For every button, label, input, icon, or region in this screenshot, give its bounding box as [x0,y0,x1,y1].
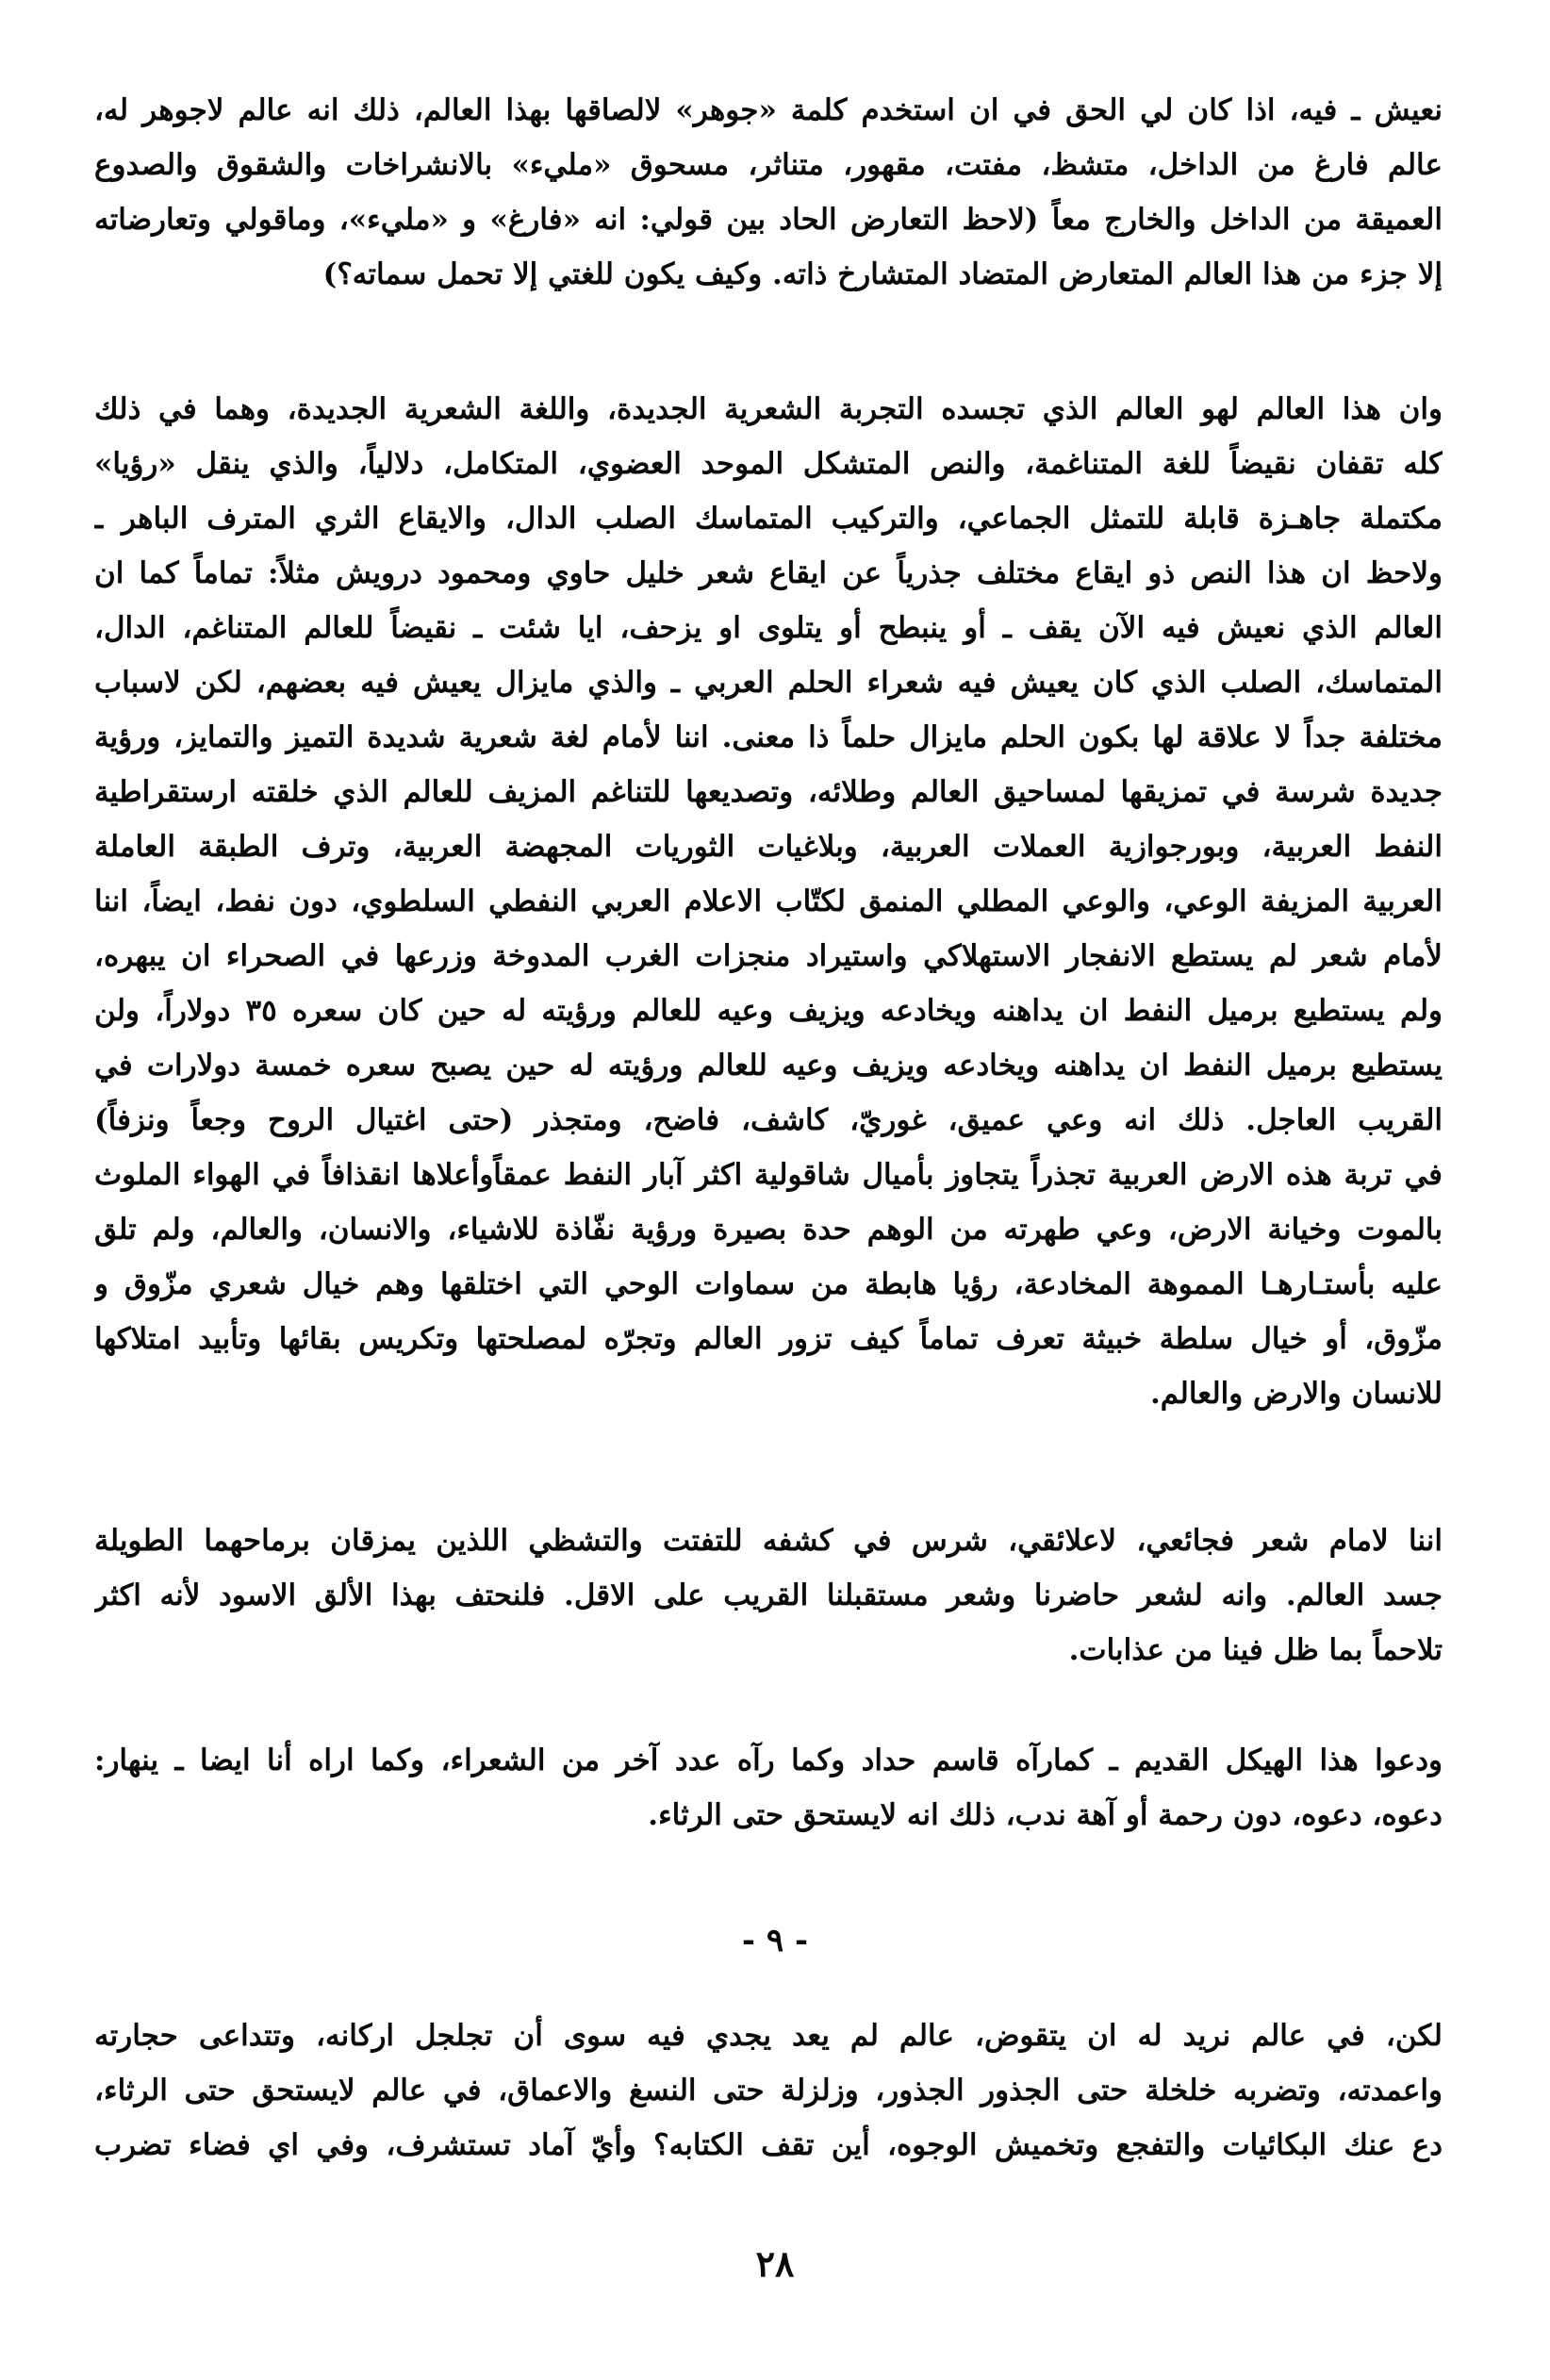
paragraph-4 [94,1733,1443,1843]
paragraph-1 [94,83,1443,302]
text-line: العربية المزيفة الوعي، والوعي المطلي المنمق لكتّاب الاعلام العربي النفطي السلطوي، دون نفط، ايضاً، اننا [94,884,1443,918]
text-line: مكتملة جاهـزة قابلة للتمثل الجماعي، والتركيب المتماسك الصلب الدال، والايقاع الثري المترف الباهر ـ [94,502,1443,536]
text-line: عليه بأستـارهـا المموهة المخادعة، رؤيا هابطة من سماوات الوحي التي اختلقها وهم خيال شعري مزّوق و [94,1267,1443,1301]
text-line: نعيش ـ فيه، اذا كان لي الحق في ان استخدم كلمة «جوهر» لالصاقها بهذا العالم، ذلك انه عالم لاجوهر له، [94,93,1443,127]
text-line: وان هذا العالم لهو العالم الذي تجسده التجربة الشعرية الجديدة، واللغة الشعرية الجديدة، وهما في ذلك [94,392,1443,426]
text-line: العالم الذي نعيش فيه الآن يقف ـ أو ينبطح أو يتلوى او يزحف، ايا شئت ـ نقيضاً للعالم المتناغم، الدال، [94,611,1443,645]
text-line: لكن، في عالم نريد له ان يتقوض، عالم لم يعد يجدي فيه سوى أن تجلجل اركانه، وتتداعى حجارته [94,2019,1443,2053]
text-line: العميقة من الداخل والخارج معاً (لاحظ التعارض الحاد بين قولي: انه «فارغ» و «مليء»، وماقولي وتعارضاته [94,203,1443,237]
text-line: واعمدته، وتضربه خلخلة حتى الجذور الجذور، وزلزلة حتى النسغ والاعماق، في عالم لايستحق حتى الرثاء، [94,2074,1443,2107]
text-line: جديدة شرسة في تمزيقها لمساحيق العالم وطلائه، وتصديعها للتناغم المزيف للعالم الذي خلقته ارستقراطية [94,775,1443,809]
text-line: مختلفة جداً لا علاقة لها بكون الحلم مايزال حلماً ذا معنى. اننا لأمام لغة شعرية شديدة التميز والتمايز، ورؤية [94,720,1443,754]
text-line: جسد العالم. وانه لشعر حاضرنا وشعر مستقبلنا القريب على الاقل. فلنحتف بهذا الألق الاسود لأنه اكثر [94,1578,1443,1612]
text-line: كله تقفان نقيضاً للغة المتناغمة، والنص المتشكل الموحد العضوي، المتكامل، دلالياً، والذي ينقل «رؤيا» [94,447,1443,481]
paragraph-2 [94,382,1443,1421]
text-line: لأمام شعر لم يستطع الانفجار الاستهلاكي واستيراد منجزات الغرب المدوخة وزرعها في الصحراء ان يبهره، [94,939,1443,973]
text-line: في تربة هذه الارض العربية تجذراً يتجاوز بأميال شاقولية اكثر آبار النفط عمقاًوأعلاها انقذافاً في الهواء الملوث [94,1158,1443,1192]
text-line: النفط العربية، وبورجوازية العملات العربية، وبلاغيات الثوريات المجهضة العربية، وترف الطبقة العاملة [94,830,1443,864]
text-line: مزّوق، أو خيال سلطة خبيثة تعرف تماماً كيف تزور العالم وتجرّه لمصلحتها وتكريس بقائها وتأبيد امتلاكها [94,1322,1443,1356]
page-number: ٢٨ [755,2242,795,2285]
text-line: بالموت وخيانة الارض، وعي طهرته من الوهم حدة بصيرة ورؤية نفّاذة للاشياء، والانسان، والعالم، ولم تلق [94,1213,1443,1247]
text-line: دع عنك البكائيات والتفجع وتخميش الوجوه، أين تقف الكتابه؟ وأيّ آماد تستشرف، وفي اي فضاء تضرب [94,2128,1443,2162]
text-line: عالم فارغ من الداخل، متشظ، مفتت، مقهور، متناثر، مسحوق «مليء» بالانشراخات والشقوق والصدوع [94,148,1443,182]
text-line: المتماسك، الصلب الذي كان يعيش فيه شعراء الحلم العربي ـ والذي مايزال يعيش فيه بعضهم، لكن لاسباب [94,666,1443,700]
text-line: ولم يستطيع برميل النفط ان يداهنه ويخادعه ويزيف وعيه للعالم ورؤيته له حين كان سعره ٣٥ دولاراً، ولن [94,994,1443,1028]
text-line: ولاحظ ان هذا النص ذو ايقاع مختلف جذرياً عن ايقاع شعر خليل حاوي ومحمود درويش مثلاً: تماماً كما ان [94,556,1443,590]
text-line: يستطيع برميل النفط ان يداهنه ويخادعه ويزيف وعيه للعالم ورؤيته له حين يصبح سعره خمسة دولارات في [94,1049,1443,1083]
text-line: إلا جزء من هذا العالم المتعارض المتضاد المتشارخ ذاته. وكيف يكون للغتي إلا تحمل سماته؟) [322,257,1443,291]
text-line: القريب العاجل. ذلك انه وعي عميق، غوريّ، كاشف، فاضح، ومتجذر (حتى اغتيال الروح وجعاً ونزفاً) [94,1103,1443,1137]
text-line: دعوه، دعوه، دون رحمة أو آهة ندب، ذلك انه لايستحق حتى الرثاء. [648,1798,1443,1832]
text-line: ودعوا هذا الهيكل القديم ـ كمارآه قاسم حداد وكما رآه عدد آخر من الشعراء، وكما اراه أنا ايضا ـ ينهار: [94,1744,1443,1777]
text-line: تلاحماً بما ظل فينا من عذابات. [1068,1633,1443,1667]
paragraph-3 [94,1513,1443,1678]
text-line: للانسان والارض والعالم. [1149,1377,1443,1411]
text-line: اننا لامام شعر فجائعي، لاعلائقي، شرس في كشفه للتفتت والتشظي اللذين يمزقان برماحهما الطويلة [94,1524,1443,1558]
section-page-marker: - ٩ - [741,1922,809,1959]
paragraph-5 [94,2008,1443,2173]
